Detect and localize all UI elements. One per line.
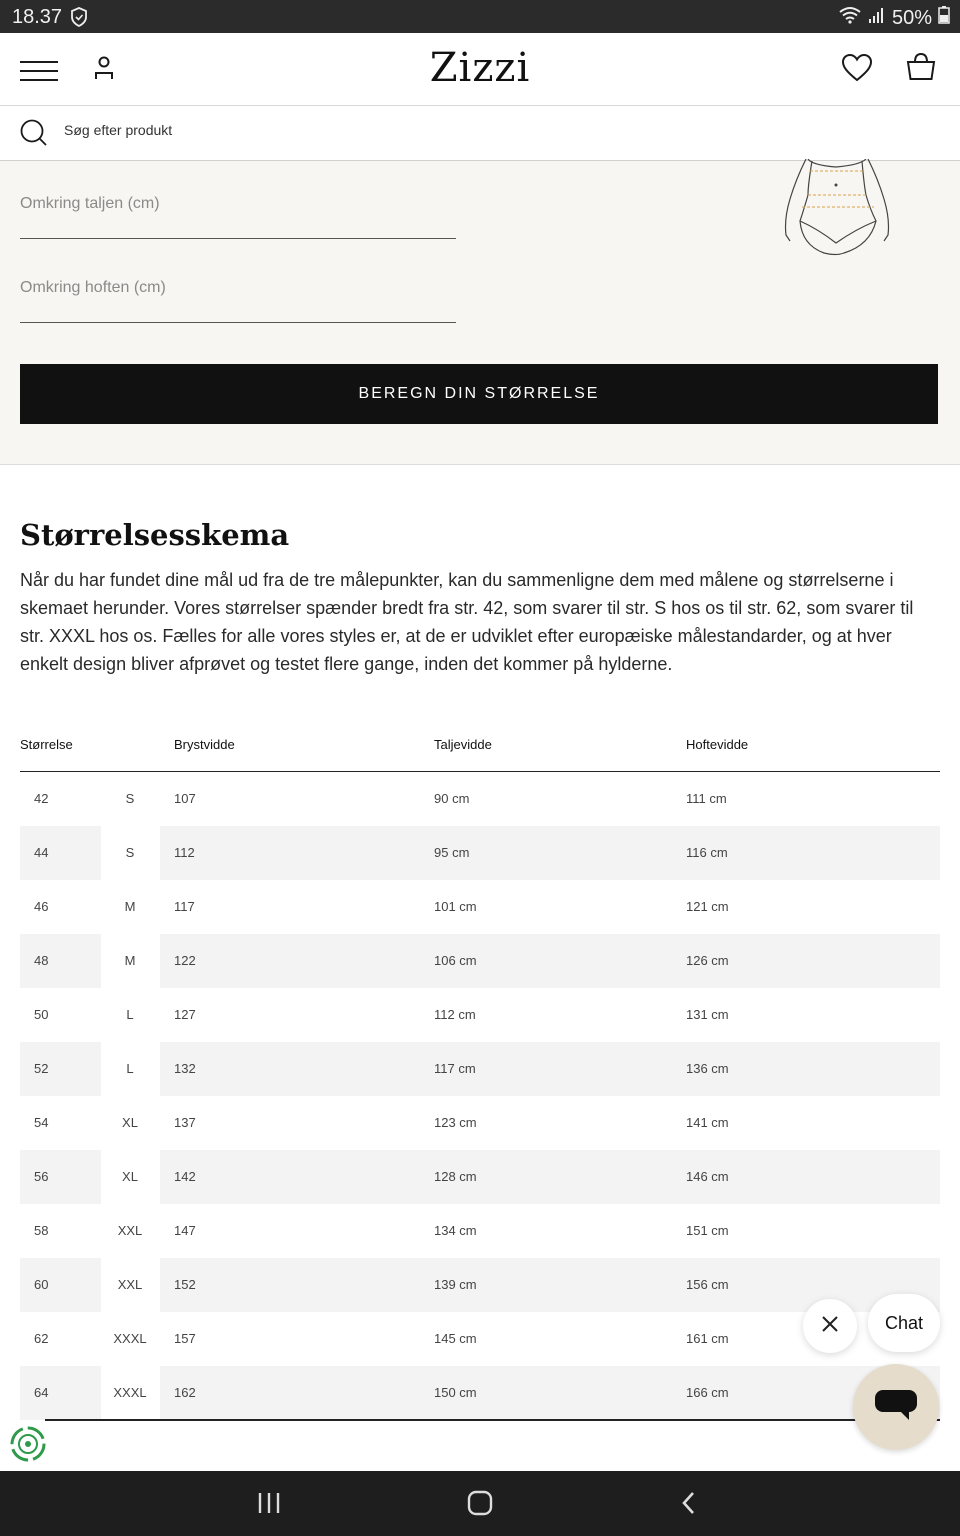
cell-bust: 127 [174,1007,196,1022]
table-row [20,1042,940,1096]
signal-icon [868,6,886,30]
header-hip: Hoftevidde [686,737,749,752]
status-time: 18.37 [12,6,63,28]
cell-bust: 107 [174,791,196,806]
table-row [20,1204,940,1258]
cell-waist: 90 cm [434,791,470,806]
cell-hip: 166 cm [686,1385,729,1400]
cell-bust: 157 [174,1331,196,1346]
table-header [20,724,940,772]
cell-letter-size: M [124,953,136,968]
cell-waist: 145 cm [434,1331,477,1346]
battery-percent: 50% [891,6,932,29]
hip-field[interactable] [20,277,456,323]
heart-icon[interactable] [841,53,873,88]
shopping-bag-icon[interactable] [906,52,936,87]
hip-input[interactable] [20,277,456,297]
header-size: Størrelse [20,737,73,752]
row-shade [160,1150,940,1204]
cell-bust: 112 [174,845,195,860]
table-row [20,1150,940,1204]
cell-bust: 147 [174,1223,196,1238]
cell-letter-size: XXXL [113,1385,147,1400]
eco-badge-icon[interactable] [8,1424,48,1469]
recent-apps-icon[interactable] [256,1489,282,1522]
cell-bust: 117 [174,899,195,914]
cell-bust: 122 [174,953,196,968]
cell-letter-size: L [126,1007,134,1022]
waist-input[interactable] [20,193,456,213]
close-icon [821,1315,839,1338]
table-row [20,1366,940,1420]
size-chart-description: Når du har fundet dine mål ud fra de tre målepunkter, kan du sammenligne dem med målene og størrelserne i skemaet herunder. Vores størrelser spænder bredt fra str. 42, som svarer til str. S hos os til str. 62, som svarer til str. XXXL hos os. Fælles for alle vores styles er, at de er udviklet efter europæiske målestandarder, og at hver enkelt design bliver afprøvet og testet flere gange, inden det kommer på hylderne. [20,570,914,674]
size-calculator [0,161,960,465]
cell-letter-size: XXL [117,1277,143,1292]
cell-bust: 152 [174,1277,196,1292]
status-bar [0,0,960,33]
cell-size: 58 [34,1223,49,1238]
cell-hip: 121 cm [686,899,729,914]
row-shade [20,826,101,880]
size-chart-title: Størrelsesskema [20,518,290,552]
cell-letter-size: S [125,845,135,860]
cell-size: 60 [34,1277,49,1292]
cell-waist: 106 cm [434,953,477,968]
row-shade [20,1258,101,1312]
row-shade [20,1366,101,1420]
cell-waist: 134 cm [434,1223,477,1238]
cell-waist: 95 cm [434,845,470,860]
search-bar [0,106,960,161]
header-bust: Brystvidde [174,737,235,752]
row-shade [20,1042,101,1096]
cell-waist: 128 cm [434,1169,477,1184]
battery-icon [938,6,950,30]
cell-letter-size: XXXL [113,1331,147,1346]
table-bottom-rule [45,1419,940,1421]
row-shade [20,1150,101,1204]
cell-size: 62 [34,1331,49,1346]
table-row [20,772,940,826]
cell-hip: 141 cm [686,1115,729,1130]
cell-hip: 151 cm [686,1223,729,1238]
cell-size: 46 [34,899,49,914]
cell-size: 54 [34,1115,49,1130]
wifi-icon [838,6,862,30]
cell-hip: 116 cm [686,845,728,860]
cell-waist: 139 cm [434,1277,477,1292]
cell-size: 48 [34,953,49,968]
row-shade [160,1366,940,1420]
cell-letter-size: XL [122,1115,138,1130]
cell-waist: 117 cm [434,1061,476,1076]
site-header [0,33,960,106]
waist-field[interactable] [20,193,456,239]
back-icon[interactable] [678,1489,700,1522]
cell-hip: 111 cm [686,791,727,806]
cell-waist: 112 cm [434,1007,476,1022]
cell-waist: 123 cm [434,1115,477,1130]
cell-letter-size: XXL [117,1223,143,1238]
table-row [20,1258,940,1312]
cell-bust: 162 [174,1385,196,1400]
table-row [20,826,940,880]
cell-hip: 156 cm [686,1277,729,1292]
cell-hip: 126 cm [686,953,729,968]
table-row [20,1096,940,1150]
cell-size: 44 [34,845,49,860]
table-body [20,772,940,1420]
table-row [20,934,940,988]
cell-size: 50 [34,1007,49,1022]
cell-hip: 131 cm [686,1007,729,1022]
cell-size: 52 [34,1061,49,1076]
cell-letter-size: M [124,899,136,914]
search-input[interactable] [64,122,664,138]
row-shade [160,826,940,880]
body-measurement-illustration [778,159,898,264]
home-icon[interactable] [466,1489,494,1522]
row-shade [20,934,101,988]
header-waist: Taljevidde [434,737,492,752]
cell-hip: 161 cm [686,1331,729,1346]
cell-waist: 101 cm [434,899,477,914]
cell-size: 64 [34,1385,49,1400]
shield-icon [70,7,88,33]
calculate-size-button[interactable]: BEREGN DIN STØRRELSE [20,364,938,424]
cell-letter-size: L [126,1061,134,1076]
cell-bust: 137 [174,1115,196,1130]
chat-bubble-icon [873,1388,919,1427]
cell-hip: 136 cm [686,1061,729,1076]
chat-launcher-button[interactable] [853,1364,939,1450]
site-logo[interactable]: Zizzi [429,45,531,91]
chat-close-button[interactable] [803,1299,857,1353]
cell-hip: 146 cm [686,1169,729,1184]
cell-size: 56 [34,1169,49,1184]
cell-letter-size: XL [122,1169,138,1184]
cell-bust: 142 [174,1169,196,1184]
table-row [20,1312,940,1366]
chat-label-bubble[interactable]: Chat [868,1294,940,1352]
cell-size: 42 [34,791,49,806]
row-shade [160,1042,940,1096]
cell-bust: 132 [174,1061,196,1076]
table-row [20,880,940,934]
cell-waist: 150 cm [434,1385,477,1400]
system-navigation-bar [0,1471,960,1536]
search-icon[interactable] [20,119,48,152]
cell-letter-size: S [125,791,135,806]
table-row [20,988,940,1042]
size-table [20,724,940,1420]
row-shade [160,934,940,988]
